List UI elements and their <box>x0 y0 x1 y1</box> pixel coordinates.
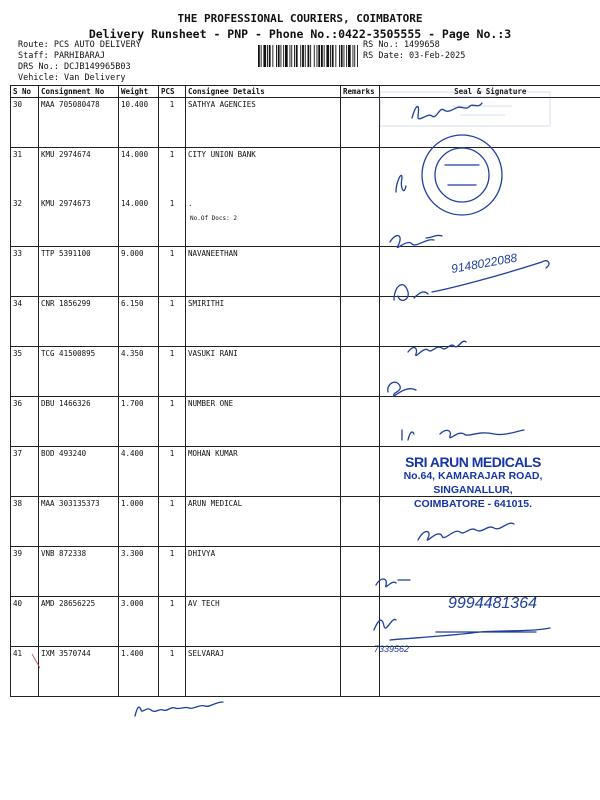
barcode-bar <box>269 45 271 67</box>
consignment-cell <box>39 647 119 697</box>
consignee-cell <box>186 397 341 447</box>
consignee-text: SELVARAJ <box>188 649 225 658</box>
pcs-text: 1 <box>169 299 175 308</box>
pcs-text: 1 <box>169 399 175 408</box>
consignment-text: TCG 41500895 <box>41 349 96 358</box>
sno-cell <box>11 197 39 247</box>
stamp-address-2: SINGANALLUR, <box>433 484 513 496</box>
consignee-cell <box>186 98 341 148</box>
barcode-bar <box>308 45 310 67</box>
table-row <box>11 647 600 697</box>
barcode-bar <box>272 45 273 67</box>
seal-cell <box>380 597 600 647</box>
barcode-bar <box>344 45 345 67</box>
consignee-cell <box>186 547 341 597</box>
pcs-text: 1 <box>169 549 175 558</box>
remarks-cell <box>341 647 380 697</box>
consignment-cell <box>39 98 119 148</box>
barcode-bar <box>332 45 334 67</box>
barcode-bar <box>294 45 295 67</box>
pcs-text: 1 <box>169 249 175 258</box>
consignment-text: BOD 493240 <box>41 449 87 458</box>
consignment-cell <box>39 297 119 347</box>
table-row <box>11 597 600 647</box>
remarks-cell <box>341 247 380 297</box>
consignment-text: MAA 705080478 <box>41 100 100 109</box>
weight-text: 14.000 <box>121 150 149 159</box>
barcode-bar <box>300 45 301 67</box>
sno-text: 38 <box>13 499 23 508</box>
pcs-cell <box>159 98 186 148</box>
stamp-address-3: COIMBATORE - 641015. <box>413 498 533 510</box>
consignee-cell <box>186 597 341 647</box>
remarks-cell <box>341 197 380 247</box>
table-row <box>11 247 600 297</box>
consignment-text: DBU 1466326 <box>41 399 91 408</box>
pcs-text: 1 <box>169 199 175 208</box>
sno-cell <box>11 347 39 397</box>
sno-cell <box>11 497 39 547</box>
vehicle-line: Vehicle: Van Delivery <box>18 73 126 83</box>
consignment-cell <box>39 597 119 647</box>
barcode-bar <box>278 45 280 67</box>
rs-date: RS Date: 03-Feb-2025 <box>363 51 466 61</box>
consignment-cell <box>39 447 119 497</box>
sno-text: 31 <box>13 150 23 159</box>
consignee-text: NAVANEETHAN <box>188 249 238 258</box>
sno-text: 36 <box>13 399 23 408</box>
barcode-bar <box>330 45 331 67</box>
consignment-cell <box>39 497 119 547</box>
consignee-cell <box>186 497 341 547</box>
consignee-cell <box>186 148 341 198</box>
seal-cell <box>380 347 600 397</box>
table-row <box>11 297 600 347</box>
sno-cell <box>11 98 39 148</box>
consignment-cell <box>39 197 119 247</box>
barcode-bar <box>326 45 329 67</box>
barcode-bar <box>346 45 347 67</box>
weight-cell <box>119 497 159 547</box>
weight-text: 6.150 <box>121 299 144 308</box>
barcode-bar <box>281 45 282 67</box>
barcode-bar <box>348 45 351 67</box>
pcs-cell <box>159 497 186 547</box>
drs-number: DRS No.: DCJB149965B03 <box>18 62 131 72</box>
sno-text: 30 <box>13 100 23 109</box>
col-consignee-header: Consignee Details <box>186 86 341 98</box>
weight-cell <box>119 247 159 297</box>
barcode-bar <box>324 45 325 67</box>
handwritten-phone-row41: 7339562 <box>374 644 410 654</box>
pcs-cell <box>159 297 186 347</box>
table-row <box>11 547 600 597</box>
weight-cell <box>119 547 159 597</box>
remarks-cell <box>341 547 380 597</box>
runsheet-table <box>10 85 600 697</box>
weight-cell <box>119 197 159 247</box>
weight-text: 1.000 <box>121 499 144 508</box>
consignment-text: VNB 872338 <box>41 549 87 558</box>
remarks-cell <box>341 447 380 497</box>
remarks-cell <box>341 347 380 397</box>
sno-cell <box>11 397 39 447</box>
sno-cell <box>11 148 39 198</box>
consignee-text: SATHYA AGENCIES <box>188 100 256 109</box>
staff-line: Staff: PARHIBARAJ <box>18 51 105 61</box>
table-row <box>11 347 600 397</box>
sno-text: 32 <box>13 199 23 208</box>
pcs-cell <box>159 197 186 247</box>
sno-text: 33 <box>13 249 23 258</box>
pcs-cell <box>159 447 186 497</box>
pcs-text: 1 <box>169 100 175 109</box>
weight-text: 9.000 <box>121 249 144 258</box>
barcode-bar <box>283 45 284 67</box>
consignment-text: CNR 1856299 <box>41 299 91 308</box>
consignee-cell <box>186 347 341 397</box>
pcs-cell <box>159 397 186 447</box>
remarks-cell <box>341 597 380 647</box>
barcode <box>258 45 358 67</box>
sno-cell <box>11 447 39 497</box>
weight-text: 1.400 <box>121 649 144 658</box>
weight-cell <box>119 148 159 198</box>
remarks-cell <box>341 148 380 198</box>
barcode-bar <box>290 45 291 67</box>
pcs-cell <box>159 247 186 297</box>
barcode-bar <box>339 45 340 67</box>
col-weight-header: Weight <box>119 86 159 98</box>
pcs-text: 1 <box>169 349 175 358</box>
consignee-text: MOHAN KUMAR <box>188 449 238 458</box>
barcode-bar <box>341 45 343 67</box>
consignee-text: DHIVYA <box>188 549 216 558</box>
sno-cell <box>11 547 39 597</box>
consignee-cell <box>186 447 341 497</box>
barcode-bar <box>354 45 355 67</box>
barcode-bar <box>285 45 288 67</box>
sno-text: 39 <box>13 549 23 558</box>
barcode-bar <box>291 45 292 67</box>
weight-cell <box>119 98 159 148</box>
weight-cell <box>119 347 159 397</box>
col-pcs-header: PCS <box>159 86 186 98</box>
barcode-bar <box>318 45 320 67</box>
seal-cell <box>380 547 600 597</box>
weight-cell <box>119 297 159 347</box>
pcs-text: 1 <box>169 649 175 658</box>
sno-text: 40 <box>13 599 23 608</box>
docs-count-note: No.Of Docs: 2 <box>190 215 237 222</box>
table-row <box>11 197 600 247</box>
barcode-bar <box>335 45 336 67</box>
sno-text: 35 <box>13 349 23 358</box>
consignment-text: KMU 2974674 <box>41 150 91 159</box>
handwritten-phone-row34: 9148022088 <box>450 250 519 276</box>
barcode-bar <box>261 45 262 67</box>
remarks-cell <box>341 297 380 347</box>
barcode-bar <box>305 45 306 67</box>
consignment-cell <box>39 247 119 297</box>
barcode-bar <box>321 45 323 67</box>
barcode-bar <box>302 45 304 67</box>
weight-cell <box>119 647 159 697</box>
barcode-bar <box>296 45 298 67</box>
pcs-cell <box>159 547 186 597</box>
weight-text: 14.000 <box>121 199 149 208</box>
col-remarks-header: Remarks <box>341 86 380 98</box>
consignee-text: . <box>188 199 193 208</box>
barcode-bar <box>276 45 277 67</box>
seal-cell <box>380 247 600 297</box>
weight-text: 4.400 <box>121 449 144 458</box>
weight-text: 3.000 <box>121 599 144 608</box>
consignee-cell <box>186 247 341 297</box>
consignee-cell <box>186 297 341 347</box>
seal-cell <box>380 397 600 447</box>
pcs-text: 1 <box>169 499 175 508</box>
barcode-bar <box>258 45 260 67</box>
sno-cell <box>11 647 39 697</box>
pcs-cell <box>159 647 186 697</box>
weight-text: 10.400 <box>121 100 149 109</box>
consignment-text: KMU 2974673 <box>41 199 91 208</box>
remarks-cell <box>341 497 380 547</box>
weight-cell <box>119 447 159 497</box>
seal-cell <box>380 148 600 198</box>
handwritten-phone-row40: 9994481364 <box>448 595 537 612</box>
table-header-row <box>11 86 600 98</box>
consignment-text: AMD 28656225 <box>41 599 96 608</box>
consignment-cell <box>39 547 119 597</box>
sno-text: 34 <box>13 299 23 308</box>
rs-number: RS No.: 1499658 <box>363 40 440 50</box>
pcs-cell <box>159 347 186 397</box>
col-seal-header: Seal & Signature <box>380 86 600 98</box>
company-title: THE PROFESSIONAL COURIERS, COIMBATORE <box>177 12 423 25</box>
runsheet-subtitle: Delivery Runsheet - PNP - Phone No.:0422-3505555 - Page No.:3 <box>88 27 512 41</box>
weight-text: 3.300 <box>121 549 144 558</box>
weight-cell <box>119 397 159 447</box>
consignee-cell <box>186 197 341 247</box>
barcode-bar <box>267 45 268 67</box>
stamp-address-1: No.64, KAMARAJAR ROAD, <box>403 470 543 482</box>
remarks-cell <box>341 397 380 447</box>
barcode-bar <box>310 45 311 67</box>
barcode-bar <box>263 45 266 67</box>
sno-cell <box>11 247 39 297</box>
sno-cell <box>11 297 39 347</box>
barcode-bar <box>357 45 358 67</box>
consignment-cell <box>39 347 119 397</box>
col-sno-header: S No <box>11 86 39 98</box>
seal-cell <box>380 647 600 697</box>
seal-cell <box>380 297 600 347</box>
pcs-text: 1 <box>169 150 175 159</box>
col-consignment-header: Consignment No <box>39 86 119 98</box>
barcode-bar <box>314 45 315 67</box>
note-bottom <box>135 702 223 716</box>
weight-text: 1.700 <box>121 399 144 408</box>
stamp-name: SRI ARUN MEDICALS <box>405 454 541 470</box>
remarks-cell <box>341 98 380 148</box>
pcs-cell <box>159 597 186 647</box>
consignment-text: MAA 303135373 <box>41 499 100 508</box>
sno-cell <box>11 597 39 647</box>
consignee-text: NUMBER ONE <box>188 399 234 408</box>
seal-cell <box>380 98 600 148</box>
consignment-text: IXM 3570744 <box>41 649 91 658</box>
consignee-cell <box>186 647 341 697</box>
consignee-text: CITY UNION BANK <box>188 150 256 159</box>
pcs-cell <box>159 148 186 198</box>
barcode-bar <box>317 45 318 67</box>
seal-cell <box>380 197 600 247</box>
consignee-text: SMIRITHI <box>188 299 225 308</box>
table-row <box>11 148 600 198</box>
barcode-bar <box>353 45 354 67</box>
consignment-cell <box>39 397 119 447</box>
pcs-text: 1 <box>169 599 175 608</box>
consignment-text: TTP 5391100 <box>41 249 91 258</box>
consignee-text: ARUN MEDICAL <box>188 499 243 508</box>
sri-arun-medicals-stamp <box>388 455 558 511</box>
route-line: Route: PCS AUTO DELIVERY <box>18 40 141 50</box>
pcs-text: 1 <box>169 449 175 458</box>
consignee-text: AV TECH <box>188 599 220 608</box>
sno-text: 41 <box>13 649 23 658</box>
weight-cell <box>119 597 159 647</box>
consignee-text: VASUKI RANI <box>188 349 238 358</box>
table-row <box>11 397 600 447</box>
weight-text: 4.350 <box>121 349 144 358</box>
table-row <box>11 98 600 148</box>
consignment-cell <box>39 148 119 198</box>
sno-text: 37 <box>13 449 23 458</box>
